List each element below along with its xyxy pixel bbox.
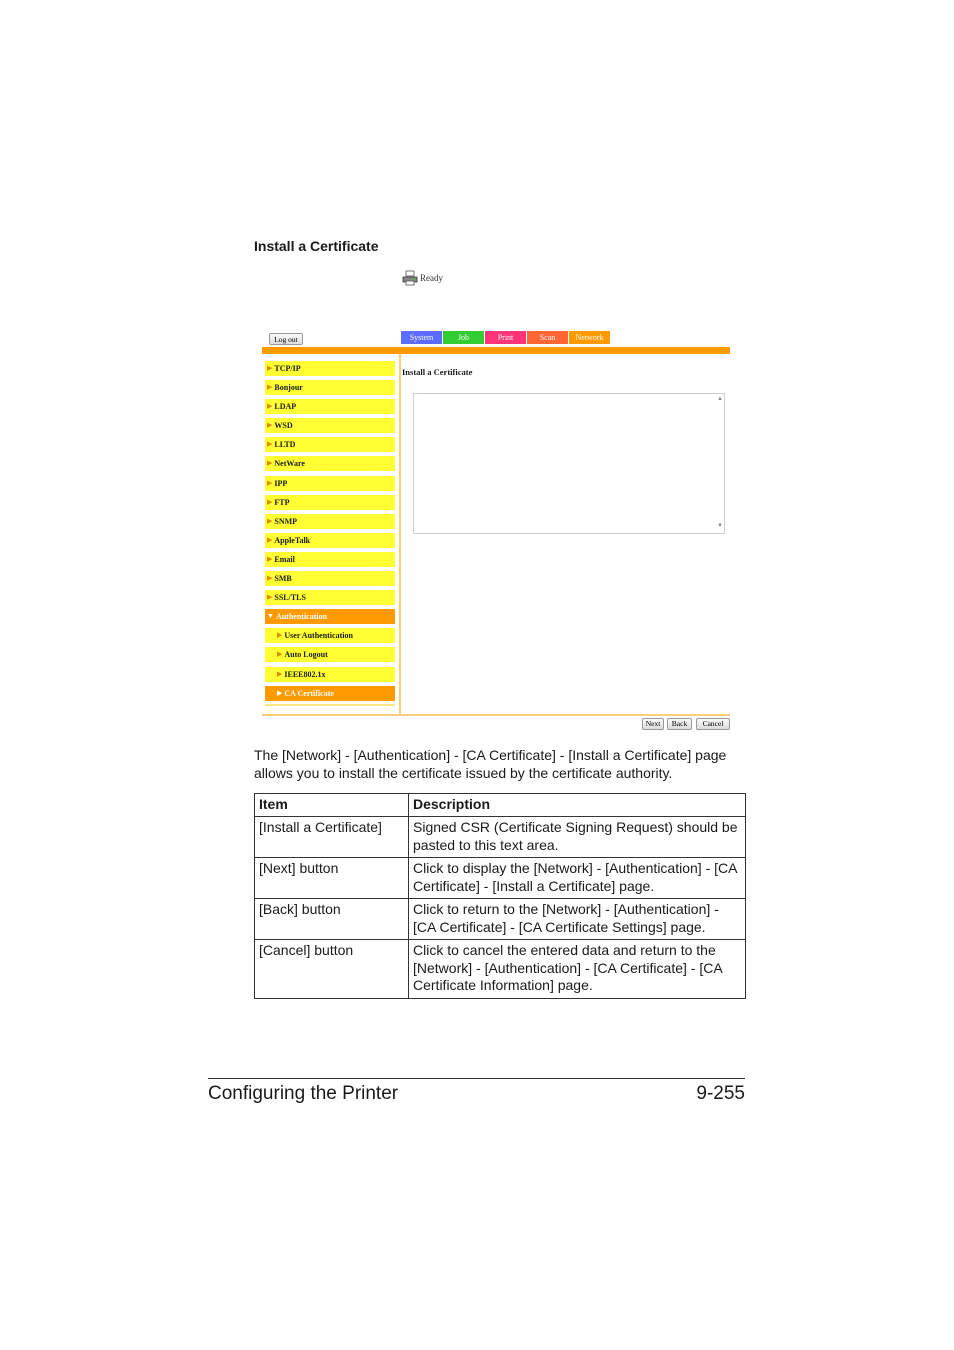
table-row — [255, 858, 746, 899]
table-cell-item: [Install a Certificate] — [255, 817, 409, 858]
column-header-description: Description — [409, 794, 746, 817]
sidebar-item-label: NetWare — [274, 459, 305, 469]
certificate-textarea[interactable] — [413, 393, 725, 534]
bullet-arrow-icon: ▶ — [267, 364, 273, 372]
sidebar-item-label: SMB — [274, 574, 292, 584]
table-cell-description: Click to display the [Network] - [Authentication] - [CA Certificate] - [Install a Certificate] page. — [409, 858, 746, 899]
table-row — [255, 817, 746, 858]
sidebar-item-label: FTP — [274, 497, 290, 507]
bullet-arrow-icon: ▶ — [277, 650, 283, 659]
bullet-arrow-icon: ▶ — [267, 459, 273, 468]
footer-chapter-title: Configuring the Printer — [208, 1083, 399, 1104]
sidebar-item-ftp[interactable] — [265, 495, 395, 510]
bullet-arrow-icon: ▶ — [267, 574, 273, 583]
bullet-arrow-icon: ▶ — [267, 535, 273, 544]
sidebar-divider — [399, 354, 401, 715]
tab-job[interactable]: Job — [443, 331, 484, 344]
sidebar-item-ca-certificate[interactable] — [265, 686, 395, 701]
sidebar-item-snmp[interactable] — [265, 514, 395, 529]
sidebar-item-bonjour[interactable] — [265, 380, 395, 395]
status-text: Ready — [420, 273, 443, 283]
status-indicator — [402, 268, 443, 288]
item-description-table — [254, 793, 746, 999]
bullet-arrow-icon: ▶ — [267, 554, 273, 563]
logout-button[interactable]: Log out — [269, 333, 303, 345]
tab-system[interactable]: System — [401, 331, 442, 344]
tab-scan[interactable]: Scan — [527, 331, 568, 344]
sidebar-item-ieee802-1x[interactable] — [265, 667, 395, 682]
sidebar-item-tcp-ip[interactable] — [265, 361, 395, 376]
table-cell-item: [Next] button — [255, 858, 409, 899]
content-title: Install a Certificate — [402, 367, 473, 377]
sidebar-item-label: AppleTalk — [274, 535, 311, 545]
sidebar-end-line — [265, 704, 395, 706]
sidebar-item-ipp[interactable] — [265, 476, 395, 491]
expand-down-arrow-icon: ▼ — [267, 612, 274, 621]
bullet-arrow-icon: ▶ — [267, 402, 273, 411]
cancel-button[interactable]: Cancel — [696, 718, 730, 730]
footer-rule — [208, 1078, 745, 1079]
bullet-arrow-icon: ▶ — [267, 497, 273, 506]
sidebar-item-label: SSL/TLS — [274, 593, 306, 603]
sidebar-item-label: Auto Logout — [284, 650, 328, 660]
sidebar-item-ssl-tls[interactable] — [265, 590, 395, 605]
sidebar-item-label: User Authentication — [284, 631, 353, 641]
sidebar-item-appletalk[interactable] — [265, 533, 395, 548]
bullet-arrow-icon: ▶ — [277, 631, 283, 640]
table-cell-description: Click to cancel the entered data and return to the [Network] - [Authentication] - [CA Certificate] - [CA Certificate Information] page. — [409, 940, 746, 999]
table-header-row — [255, 794, 746, 817]
tab-network[interactable]: Network — [569, 331, 610, 344]
sidebar — [265, 361, 395, 705]
sidebar-item-email[interactable] — [265, 552, 395, 567]
table-cell-item: [Back] button — [255, 899, 409, 940]
table-cell-description: Click to return to the [Network] - [Authentication] - [CA Certificate] - [CA Certificate Settings] page. — [409, 899, 746, 940]
sidebar-item-label: IEEE802.1x — [284, 669, 326, 679]
sidebar-item-label: Authentication — [275, 612, 328, 622]
sidebar-item-label: Email — [274, 554, 295, 564]
bullet-arrow-icon: ▶ — [267, 516, 273, 525]
bullet-arrow-icon: ▶ — [267, 440, 273, 449]
main-tabs — [401, 331, 610, 344]
bullet-arrow-icon: ▶ — [267, 421, 273, 430]
sidebar-item-label: LLTD — [274, 440, 296, 450]
next-button[interactable]: Next — [642, 718, 664, 730]
section-title: Install a Certificate — [254, 238, 379, 254]
scroll-down-arrow-icon[interactable]: ▼ — [717, 523, 723, 529]
sidebar-item-label: TCP/IP — [274, 364, 301, 373]
sidebar-item-label: CA Certificate — [284, 688, 334, 698]
column-header-item: Item — [255, 794, 409, 817]
table-cell-item: [Cancel] button — [255, 940, 409, 999]
sidebar-item-ldap[interactable] — [265, 399, 395, 414]
bullet-arrow-icon: ▶ — [277, 669, 283, 678]
sidebar-item-label: IPP — [274, 478, 288, 488]
sidebar-item-authentication[interactable] — [265, 609, 395, 624]
table-row — [255, 899, 746, 940]
sidebar-item-auto-logout[interactable] — [265, 647, 395, 662]
sidebar-item-label: Bonjour — [274, 383, 303, 393]
tab-underline-bar — [262, 347, 730, 354]
content-bottom-divider — [262, 714, 730, 716]
sidebar-item-wsd[interactable] — [265, 418, 395, 433]
footer-page-number: 9-255 — [696, 1083, 745, 1104]
scroll-up-arrow-icon[interactable]: ▲ — [717, 396, 723, 402]
bullet-arrow-icon: ▶ — [267, 478, 273, 487]
printer-icon — [402, 270, 418, 286]
table-cell-description: Signed CSR (Certificate Signing Request) should be pasted to this text area. — [409, 817, 746, 858]
description-paragraph: The [Network] - [Authentication] - [CA Certificate] - [Install a Certificate] page allows you to install the certificate issued by the certificate authority. — [254, 747, 727, 781]
tab-print[interactable]: Print — [485, 331, 526, 344]
sidebar-item-smb[interactable] — [265, 571, 395, 586]
sidebar-item-netware[interactable] — [265, 456, 395, 471]
bullet-arrow-icon: ▶ — [267, 383, 273, 392]
sidebar-item-user-authentication[interactable] — [265, 628, 395, 643]
bullet-arrow-icon: ▶ — [277, 688, 283, 697]
table-row — [255, 940, 746, 999]
sidebar-item-label: LDAP — [274, 402, 297, 412]
back-button[interactable]: Back — [667, 718, 692, 730]
sidebar-item-label: WSD — [274, 421, 293, 431]
sidebar-item-label: SNMP — [274, 516, 298, 526]
sidebar-item-lltd[interactable] — [265, 437, 395, 452]
bullet-arrow-icon: ▶ — [267, 593, 273, 602]
